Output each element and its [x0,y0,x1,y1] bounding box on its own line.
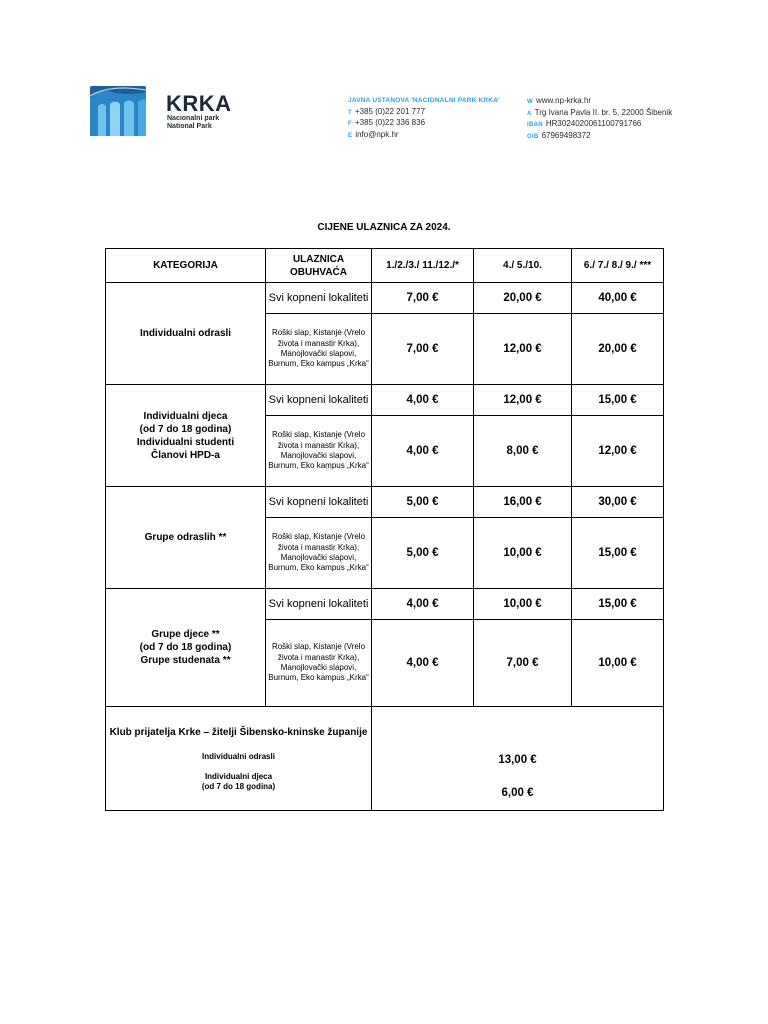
category-line: Individualni studenti [136,436,235,448]
iban-key: IBAN [527,122,543,128]
header-period-3: 6./ 7./ 8./ 9./ *** [572,249,664,283]
brand-subtitle-en: National Park [167,123,212,130]
institution-name: JAVNA USTANOVA 'NACIONALNI PARK KRKA' [348,97,500,104]
phone-number: +385 (0)22 201 777 [354,106,426,116]
contact-block-right [527,96,672,142]
club-cell [106,707,372,811]
address-key: A [527,110,532,117]
price-cell: 8,00 € [474,416,572,487]
address-line [527,108,672,120]
category-line: Grupe djece ** [151,629,220,640]
location-all-cell: Svi kopneni lokaliteti [266,283,372,314]
club-adults-label: Individualni odrasli [202,751,275,761]
price-cell: 7,00 € [474,620,572,707]
price-cell: 4,00 € [372,589,474,620]
location-selected-cell: Roški slap, Kistanje (Vrelo života i manastir Krka), Manojlovački slapovi, Burnum, Eko kampus „Krka“ [266,620,372,707]
price-cell: 20,00 € [474,283,572,314]
price-cell: 4,00 € [372,620,474,707]
price-cell: 30,00 € [572,487,664,518]
fax-key: F [348,121,352,127]
price-cell: 20,00 € [572,314,664,385]
price-cell: 10,00 € [474,589,572,620]
price-table [105,248,664,811]
price-cell: 15,00 € [572,589,664,620]
brand-name: KRKA [166,91,232,116]
category-cell [106,487,266,589]
category-line: Grupe odraslih ** [144,532,227,543]
oib-number: 67969498372 [541,130,591,140]
price-cell: 10,00 € [572,620,664,707]
price-cell: 15,00 € [572,518,664,589]
price-cell: 12,00 € [474,385,572,416]
club-children-label: Individualni djeca [204,771,273,781]
brand-subtitle-hr: Nacionalni park [167,115,220,122]
oib-key: OIB [527,133,539,140]
header-period-2: 4./ 5./10. [474,249,572,283]
table-row [106,385,664,416]
table-row [106,487,664,518]
web-address: www.np-krka.hr [535,96,592,105]
price-cell: 7,00 € [372,283,474,314]
email-key: E [348,132,353,139]
contact-block-left [348,96,500,141]
price-cell: 4,00 € [372,385,474,416]
location-selected-cell: Roški slap, Kistanje (Vrelo života i manastir Krka), Manojlovački slapovi, Burnum, Eko kampus „Krka“ [266,314,372,385]
postal-address: Trg Ivana Pavla II. br. 5, 22000 Šibenik [534,107,673,117]
email-address: info@npk.hr [355,129,399,139]
club-row [106,707,664,811]
category-cell [106,385,266,487]
table-row [106,283,664,314]
table-row [106,589,664,620]
waterfall-logo-icon [90,86,146,136]
email-line [348,130,500,142]
club-children-age: (od 7 do 18 godina) [201,781,276,791]
club-children-price: 6,00 € [501,787,534,799]
location-all-cell: Svi kopneni lokaliteti [266,385,372,416]
web-line [527,96,672,108]
club-adults-price: 13,00 € [498,754,537,766]
price-cell: 7,00 € [372,314,474,385]
header-period-1: 1./2./3./ 11./12./* [372,249,474,283]
fax-line [348,118,500,130]
category-line: Individualni djeca [143,410,228,422]
price-cell: 12,00 € [474,314,572,385]
table-header-row [106,249,664,283]
location-selected-cell: Roški slap, Kistanje (Vrelo života i manastir Krka), Manojlovački slapovi, Burnum, Eko kampus „Krka“ [266,518,372,589]
header-category: KATEGORIJA [106,249,266,283]
price-cell: 5,00 € [372,518,474,589]
page-title: CIJENE ULAZNICA ZA 2024. [317,222,451,233]
category-line: (od 7 do 18 godina) [139,423,232,435]
price-cell: 10,00 € [474,518,572,589]
iban-number: HR3024020061100791766 [545,119,642,128]
club-price-cell [372,707,664,811]
header-includes: ULAZNICA OBUHVAĆA [266,249,372,283]
fax-number: +385 (0)22 336 836 [354,118,426,127]
price-cell: 15,00 € [572,385,664,416]
price-cell: 4,00 € [372,416,474,487]
price-cell: 5,00 € [372,487,474,518]
category-line: Individualni odrasli [139,328,232,339]
location-all-cell: Svi kopneni lokaliteti [266,487,372,518]
iban-line [527,119,672,131]
category-cell [106,283,266,385]
location-all-cell: Svi kopneni lokaliteti [266,589,372,620]
web-key: W [527,99,533,105]
category-line: Grupe studenata ** [140,655,231,666]
phone-key: T [348,109,352,116]
price-cell: 12,00 € [572,416,664,487]
category-line: Članovi HPD-a [151,449,220,461]
price-cell: 40,00 € [572,283,664,314]
phone-line [348,107,500,119]
brand-subtitle [167,115,219,131]
price-cell: 16,00 € [474,487,572,518]
location-selected-cell: Roški slap, Kistanje (Vrelo života i manastir Krka), Manojlovački slapovi, Burnum, Eko kampus „Krka“ [266,416,372,487]
category-cell [106,589,266,707]
category-line: (od 7 do 18 godina) [139,642,232,653]
club-title: Klub prijatelja Krke – žitelji Šibensko-kninske županije [109,726,368,738]
oib-line [527,131,672,143]
